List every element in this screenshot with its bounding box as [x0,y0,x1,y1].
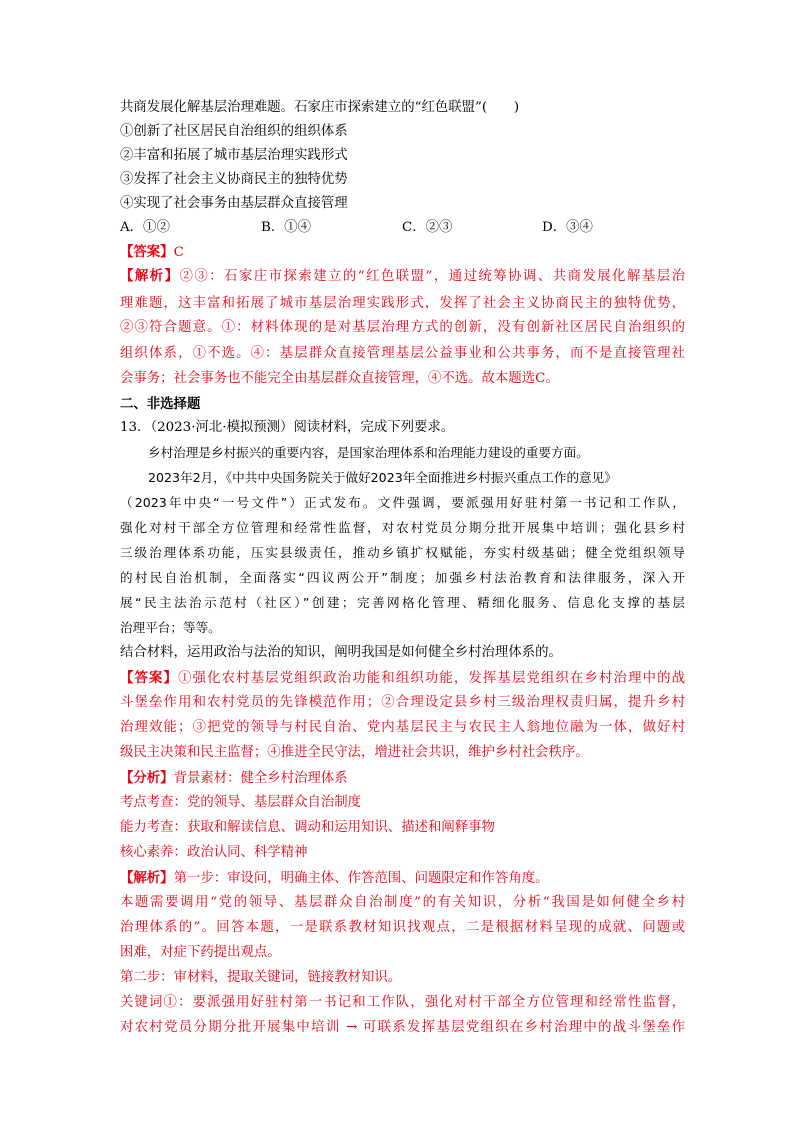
q13-prompt: 结合材料，运用政治与法治的知识，阐明我国是如何健全乡村治理体系的。 [120,645,562,660]
q12-analysis-line-1 [120,266,685,287]
q12-analysis-text-1: ②③：石家庄市探索建立的“红色联盟”，通过统筹协调、共商发展化解基层治 [179,269,685,284]
q13-header: 13．（2023·河北·模拟预测）阅读材料，完成下列要求。 [120,420,455,435]
q12-analysis-line-4: 组织体系，①不选。④：基层群众直接管理基层公益事业和公共事务，而不是直接管理社 [120,346,685,361]
q13-explain-tag: 【解析】 [120,870,174,886]
q12-stem: 共商发展化解基层治理难题。石家庄市探索建立的“红色联盟”( ) [120,100,520,115]
q13-material-line-3: （2023年中央“一号文件”）正式发布。文件强调，要派强用好驻村第一书记和工作队， [120,495,685,510]
q13-explain-step2: 第二步：审材料，提取关键词，链接教材知识。 [120,970,402,985]
q12-answer-tag: 【答案】 [120,244,174,260]
q13-answer-line-4: 级民主决策和民主监督；④推进全民守法，增进社会共识，维护乡村社会秩序。 [120,745,589,760]
q13-analysis-head [120,768,685,789]
q13-material-line-1: 乡村治理是乡村振兴的重要内容，是国家治理体系和治理能力建设的重要方面。 [148,445,589,460]
q12-analysis-line-3: ②③符合题意。①：材料体现的是对基层治理方式的创新，没有创新社区居民自治组织的 [120,320,685,335]
q13-explain-step1-line [120,868,685,889]
q12-analysis-tag: 【解析】 [120,268,180,284]
q13-material-line-6: 的村民自治机制，全面落实“四议两公开”制度；加强乡村法治教育和法律服务，深入开 [120,570,685,585]
q12-answer [120,242,685,263]
q13-ability: 能力考查：获取和解读信息、调动和运用知识、描述和阐释事物 [120,820,495,835]
q13-answer-line-3: 治理效能；③把党的领导与村民自治、党内基层民主与农民主人翁地位融为一体，做好村 [120,720,685,735]
q12-statement-2: ②丰富和拓展了城市基层治理实践形式 [120,148,348,163]
q13-material-line-7: 展“民主法治示范村（社区）”创建；完善网格化管理、精细化服务、信息化支撑的基层 [120,595,685,610]
q13-material-line-5: 三级治理体系功能，压实县级责任，推动乡镇扩权赋能，夯实村级基础；健全党组织领导 [120,545,685,560]
q12-analysis-line-5: 会事务；社会事务也不能完全由基层群众直接管理，④不选。故本题选C。 [120,371,559,386]
q13-material-line-2: 2023年2月，《中共中央国务院关于做好2023年全面推进乡村振兴重点工作的意见》 [148,470,617,485]
q13-explain-line-2: 治理体系的”。回答本题，一是联系教材知识找观点，二是根据材料呈现的成就、问题或 [120,920,685,935]
q12-option-c: C．②③ [402,220,453,235]
q13-exam-points: 考点考查：党的领导、基层群众自治制度 [120,795,362,810]
q13-explain-step1: 第一步：审设问，明确主体、作答范围、问题限定和作答角度。 [173,871,549,886]
q13-material-line-8: 治理平台；等等。 [120,620,221,635]
q12-statement-4: ④实现了社会事务由基层群众直接管理 [120,196,348,211]
section-title: 二、非选择题 [120,396,201,412]
q13-answer-tag: 【答案】 [120,670,179,686]
q12-options [120,218,685,238]
q13-explain-line-3: 困难，对症下药提出观点。 [120,945,281,960]
q13-explain-line-1: 本题需要调用“党的领导、基层群众自治制度”的有关知识，分析“我国是如何健全乡村 [120,895,685,910]
q12-option-b: B．①④ [261,220,312,235]
q12-answer-value: C [173,245,184,260]
q13-answer-line-1 [120,668,685,689]
q13-keyword-line-2: 对农村党员分期分批开展集中培训 → 可联系发挥基层党组织在乡村治理中的战斗堡垒作 [120,1020,685,1035]
q13-answer-line-2: 斗堡垒作用和农村党员的先锋模范作用；②合理设定县乡村三级治理权责归属，提升乡村 [120,695,685,710]
q12-analysis-line-2: 理难题，这丰富和拓展了城市基层治理实践形式，发挥了社会主义协商民主的独特优势， [120,296,685,311]
q13-answer-text-1: ①强化农村基层党组织政治功能和组织功能，发挥基层党组织在乡村治理中的战 [178,671,686,686]
q12-option-d: D．③④ [542,220,593,235]
q13-analysis-background: 背景素材：健全乡村治理体系 [173,771,348,786]
q12-statement-1: ①创新了社区居民自治组织的组织体系 [120,124,348,139]
q13-keyword-line-1: 关键词①：要派强用好驻村第一书记和工作队，强化对村干部全方位管理和经常性监督， [120,995,685,1010]
q13-analysis-tag: 【分析】 [120,770,174,786]
q13-literacy: 核心素养：政治认同、科学精神 [120,845,308,860]
q12-option-a: A．①② [120,220,170,235]
q13-material-line-4: 强化对村干部全方位管理和经常性监督，对农村党员分期分批开展集中培训；强化县乡村 [120,520,685,535]
q12-statement-3: ③发挥了社会主义协商民主的独特优势 [120,172,348,187]
